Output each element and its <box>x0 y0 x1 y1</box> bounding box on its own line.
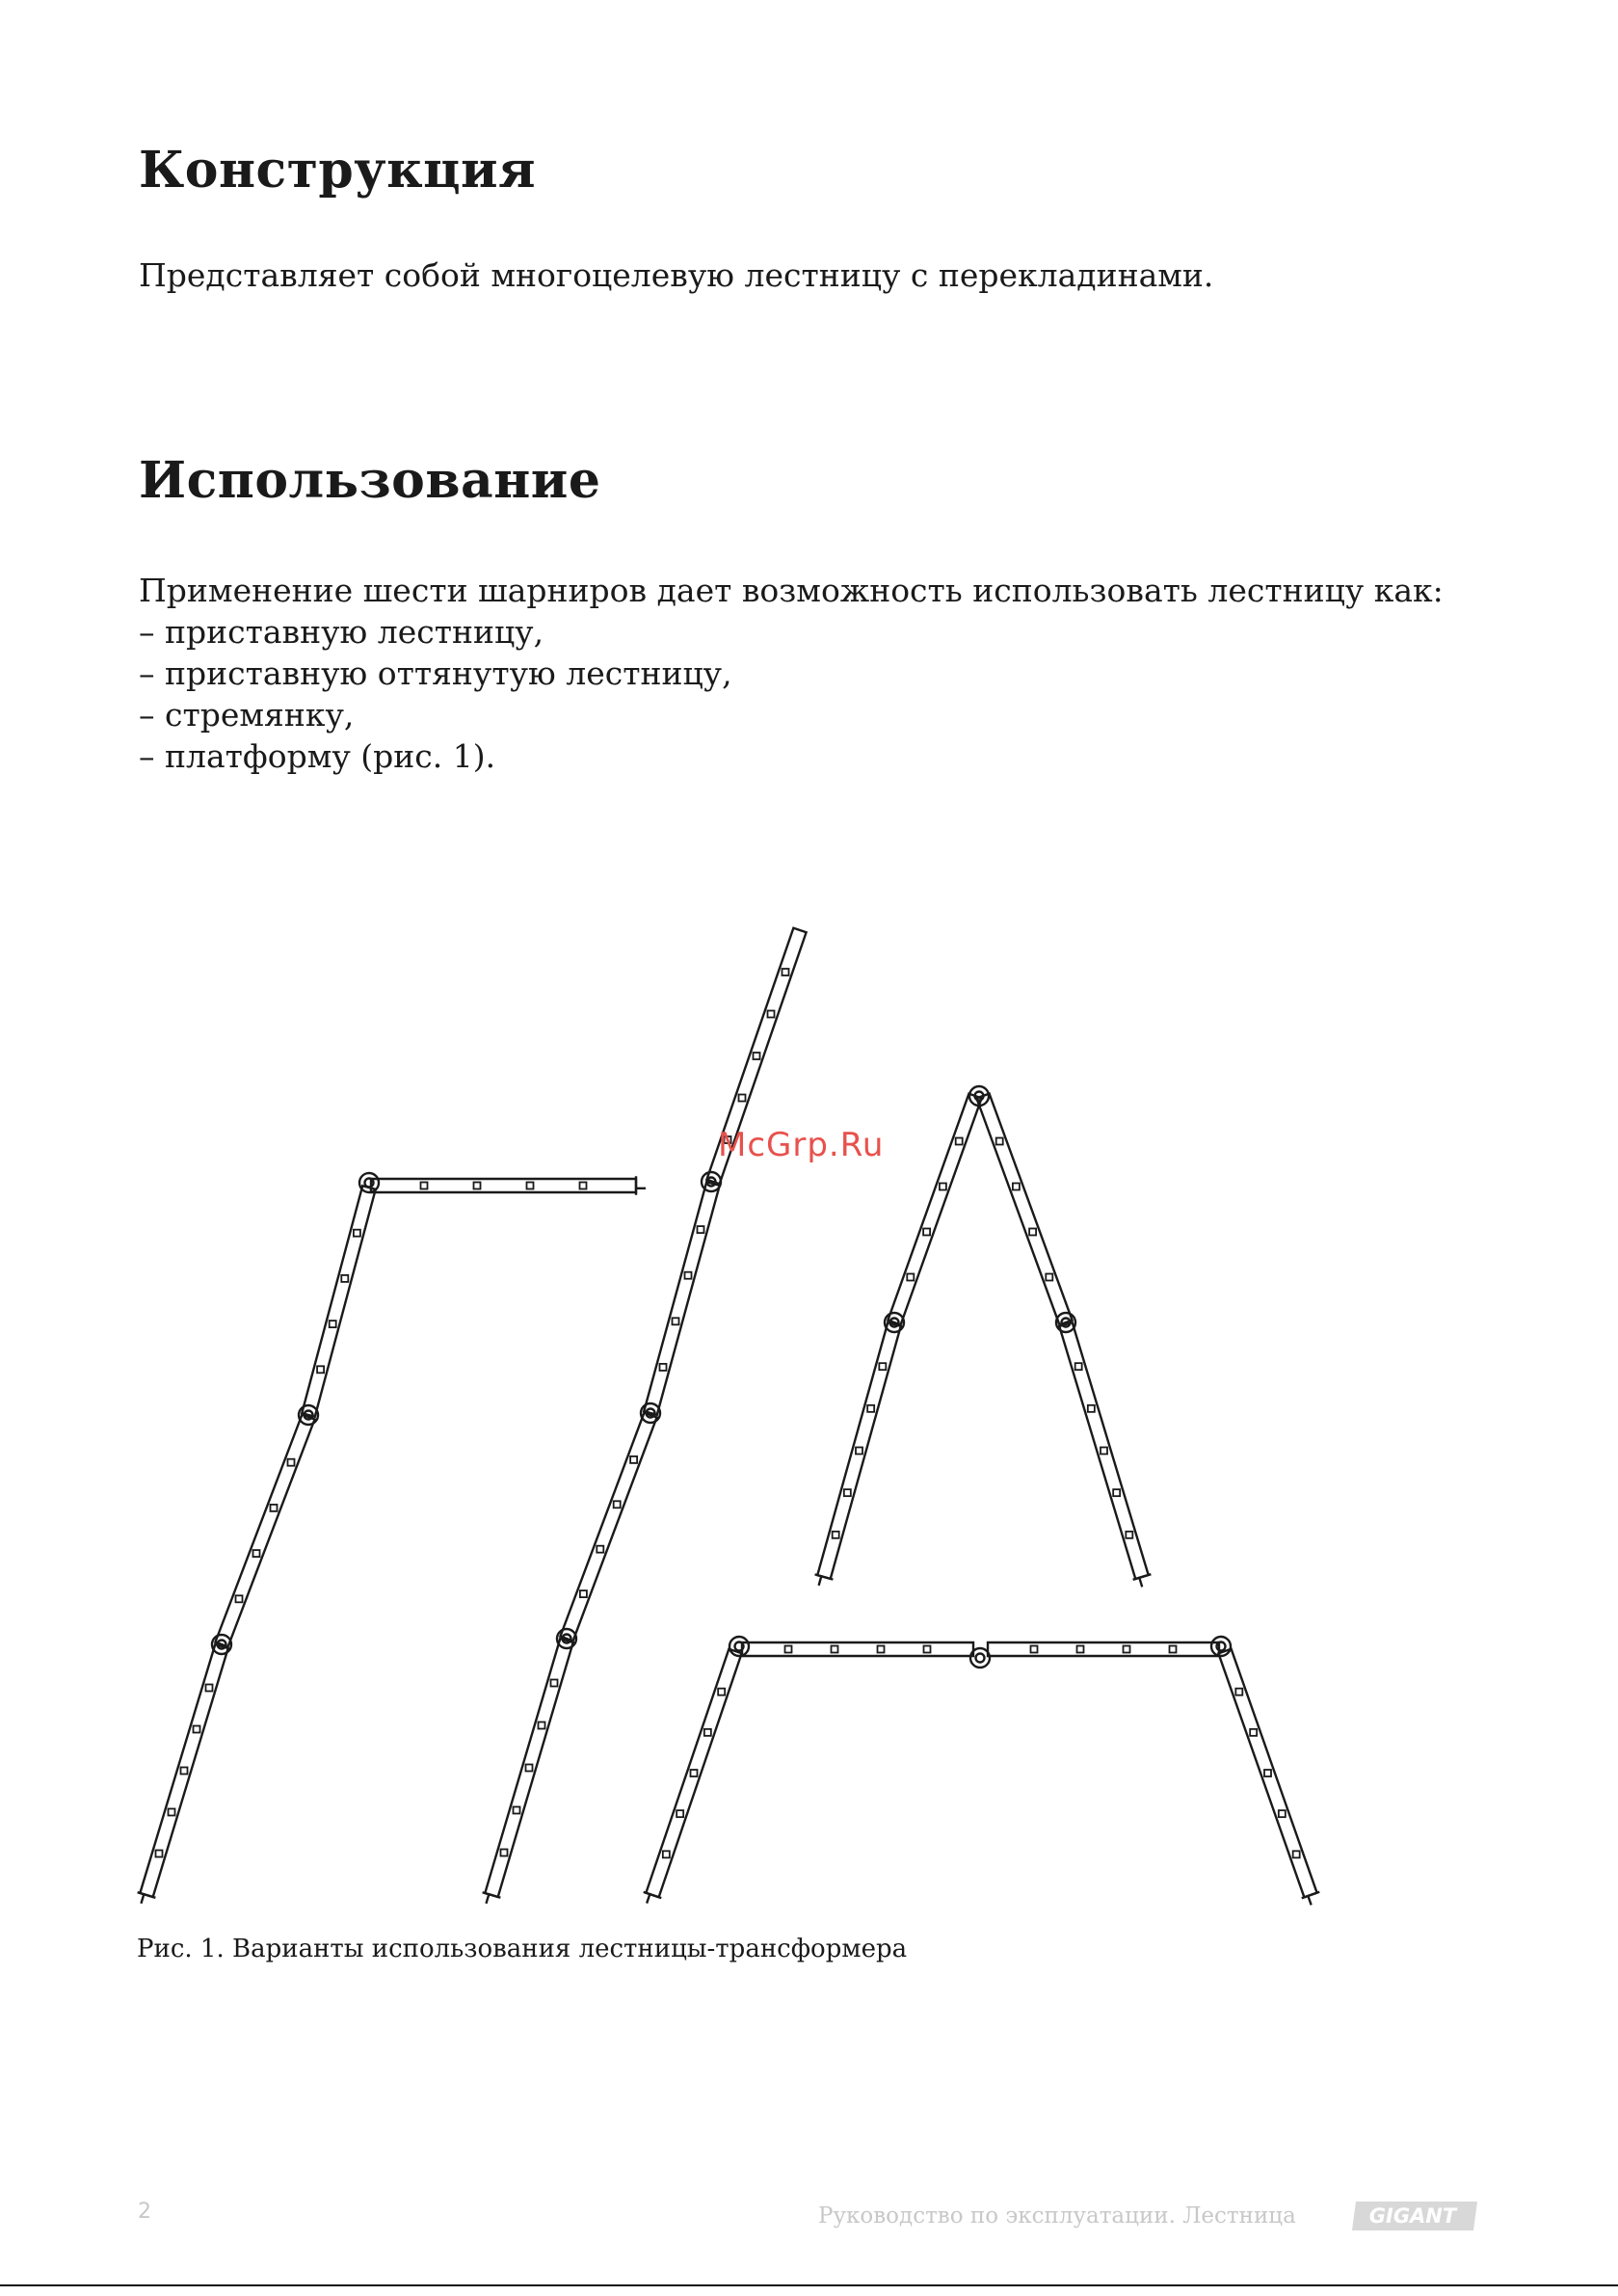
ladder-foot <box>644 1892 662 1904</box>
rung-hole <box>718 1689 725 1695</box>
ladder-rail <box>976 1094 1072 1325</box>
ladder-rail <box>371 1179 636 1192</box>
rung-hole <box>698 1226 704 1233</box>
svg-text:GIGANT: GIGANT <box>1368 2204 1457 2228</box>
rung-hole <box>421 1183 428 1189</box>
rung-hole <box>474 1183 481 1189</box>
figure-caption: Рис. 1. Варианты использования лестницы-трансформера <box>137 1935 908 1963</box>
rung-hole <box>539 1722 545 1729</box>
rung-hole <box>194 1726 200 1733</box>
rung-hole <box>782 969 789 975</box>
rung-hole <box>1293 1851 1300 1857</box>
rung-hole <box>856 1448 862 1455</box>
rung-hole <box>923 1229 930 1236</box>
section-heading-usage: Использование <box>139 451 601 510</box>
ladder-foot <box>1302 1892 1319 1906</box>
rung-hole <box>630 1456 637 1463</box>
rung-hole <box>1170 1646 1177 1653</box>
ladder-rail <box>988 1642 1219 1656</box>
rung-hole <box>181 1768 188 1775</box>
rung-hole <box>527 1183 534 1189</box>
ladder-rail <box>560 1413 656 1642</box>
page-number: 2 <box>138 2200 151 2224</box>
rung-hole <box>551 1680 558 1687</box>
rung-hole <box>206 1685 213 1692</box>
rung-hole <box>253 1550 260 1557</box>
rung-hole <box>341 1275 348 1282</box>
rung-hole <box>1101 1448 1107 1455</box>
rung-hole <box>924 1646 931 1653</box>
rung-hole <box>271 1505 278 1511</box>
rung-hole <box>1235 1689 1242 1695</box>
rung-hole <box>1279 1810 1286 1817</box>
list-item: – приставную лестницу, <box>139 613 544 651</box>
rung-hole <box>580 1183 587 1189</box>
ladder-rail <box>1218 1649 1316 1898</box>
rung-hole <box>867 1405 874 1412</box>
rung-hole <box>940 1184 946 1190</box>
rung-hole <box>1077 1646 1084 1653</box>
rung-hole <box>996 1138 1003 1145</box>
list-item: – платформу (рис. 1). <box>139 737 496 775</box>
rung-hole <box>785 1646 792 1653</box>
ladder-rail <box>742 1642 973 1656</box>
rung-hole <box>169 1809 175 1816</box>
footer-rule <box>0 2284 1618 2286</box>
hinge-joint <box>970 1648 990 1668</box>
rung-hole <box>878 1646 885 1653</box>
rung-hole <box>768 1011 775 1018</box>
ladder-rail <box>215 1415 314 1647</box>
rung-hole <box>1013 1184 1020 1190</box>
list-item: – приставную оттянутую лестницу, <box>139 654 732 692</box>
rung-hole <box>676 1810 683 1817</box>
ladder-rail <box>888 1094 981 1325</box>
rung-hole <box>832 1646 838 1653</box>
watermark: McGrp.Ru <box>718 1126 885 1164</box>
ladder-rail <box>140 1644 227 1897</box>
rung-hole <box>501 1850 508 1856</box>
construction-text: Представляет собой многоцелевую лестницу с перекладинами. <box>139 256 1214 294</box>
gigant-logo <box>1352 2200 1477 2232</box>
rung-hole <box>691 1770 698 1776</box>
rung-hole <box>833 1532 839 1538</box>
rung-hole <box>1031 1646 1038 1653</box>
rung-hole <box>660 1364 667 1371</box>
rung-hole <box>673 1318 679 1324</box>
rung-hole <box>614 1501 621 1508</box>
rung-hole <box>1046 1274 1052 1281</box>
usage-intro: Применение шести шарниров дает возможность использовать лестницу как: <box>139 572 1444 609</box>
rung-hole <box>685 1272 692 1279</box>
ladder-rail <box>485 1639 572 1897</box>
rung-hole <box>1113 1489 1120 1496</box>
hinge-joint <box>359 1173 379 1192</box>
rung-hole <box>317 1366 324 1373</box>
rung-hole <box>879 1363 886 1370</box>
rung-hole <box>1250 1729 1257 1736</box>
rung-hole <box>526 1765 533 1772</box>
rung-hole <box>1088 1405 1095 1412</box>
ladder-rail <box>644 1182 720 1415</box>
rung-hole <box>330 1321 336 1327</box>
rung-hole <box>580 1590 587 1597</box>
footer-document-title: Руководство по эксплуатации. Лестница <box>818 2203 1296 2229</box>
list-item: – стремянку, <box>139 696 355 734</box>
rung-hole <box>597 1546 603 1553</box>
ladder-rail <box>1059 1322 1148 1579</box>
ladder-foot <box>636 1176 646 1195</box>
rung-hole <box>514 1807 520 1814</box>
rung-hole <box>354 1230 360 1237</box>
rung-hole <box>156 1851 163 1857</box>
section-heading-construction: Конструкция <box>139 141 537 200</box>
rung-hole <box>907 1274 914 1281</box>
rung-hole <box>754 1053 760 1059</box>
ladder-rail <box>817 1322 900 1579</box>
ladder-rail <box>302 1186 376 1417</box>
rung-hole <box>1264 1770 1271 1776</box>
rung-hole <box>1075 1363 1082 1370</box>
rung-hole <box>1029 1229 1036 1236</box>
rung-hole <box>739 1095 746 1102</box>
rung-hole <box>1124 1646 1130 1653</box>
rung-hole <box>1126 1532 1132 1538</box>
rung-hole <box>956 1138 963 1145</box>
ladder-rail <box>646 1649 741 1898</box>
rung-hole <box>704 1729 711 1736</box>
hinge-pin <box>976 1654 985 1663</box>
rung-hole <box>288 1459 295 1466</box>
rung-hole <box>236 1595 243 1602</box>
rung-hole <box>844 1489 851 1496</box>
rung-hole <box>663 1851 670 1857</box>
